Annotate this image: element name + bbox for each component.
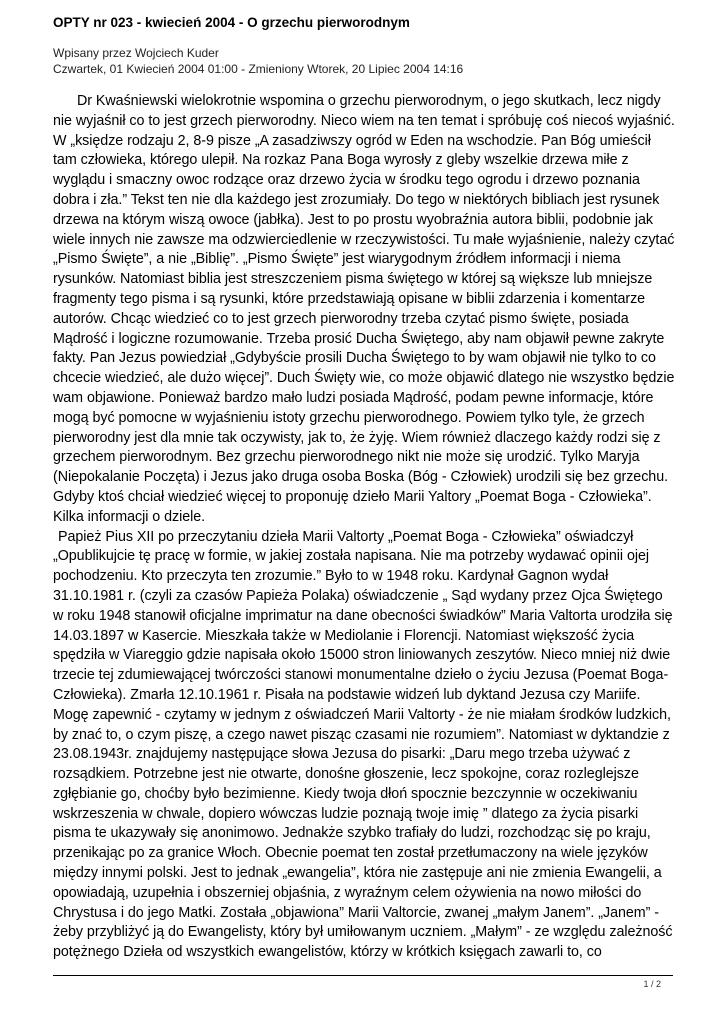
page-indicator: 1 / 2 bbox=[643, 979, 661, 989]
paragraph-2: Papież Pius XII po przeczytaniu dzieła Marii Valtorty „Poemat Boga - Człowieka” oświadczył „Opublikujcie tę pracę w formie, w jakiej została napisana. Nie ma potrzeby wydawać opinii ojej pochodzeniu. Kto przeczyta ten zrozumie.” Było to w 1948 roku. Kardynał Gagnon wydał 31.10.1981 r. (czyli za czasów Papieża Polaka) oświadczenie „ Sąd wydany przez Ojca Świętego w roku 1948 stanowił oficjalne imprimatur na dane obecności świadków” Maria Valtorta urodziła się 14.03.1897 w Kasercie. Mieszkała także w Mediolanie i Florencji. Natomiast większość życia spędziła w Viareggio gdzie napisała około 15000 stron liniowanych zeszytów. Nieco mniej niż dwie trzecie tej zdumiewającej twórczości stanowi monumentalne dzieło o życiu Jezusa (Poemat Boga-Człowieka). Zmarła 12.10.1961 r. Pisała na podstawie widzeń lub dyktand Jezusa czy Mariife. Mogę zapewnić - czytamy w jednym z oświadczeń Marii Valtorty - że nie miałam środków ludzkich, by znać to, o czym piszę, a czego nawet pisząc czasami nie rozumiem”. Natomiast w dyktandzie z 23.08.1943r. znajdujemy następujące słowa Jezusa do pisarki: „Daru mego trzeba używać z rozsądkiem. Potrzebne jest nie otwarte, donośne głoszenie, lecz spokojne, coraz rozleglejsze zgłębianie go, choćby było bezimienne. Kiedy twoja dłoń spocznie bezczynnie w oczekiwaniu wskrzeszenia w chwale, dopiero wówczas ludzie poznają twoje imię ” dlatego za życia pisarki pisma te ukazywały się anonimowo. Jednakże szybko trafiały do ludzi, rozchodząc się po kraju, przenikając po za granice Włoch. Obecnie poemat ten został przetłumaczony na wiele języków między innymi polski. Jest to jednak „ewangelia”, która nie zastępuje ani nie zmienia Ewangelii, a opowiadają, uzupełnia i obszerniej objaśnia, z wyraźnym celem ożywienia na nowo miłości do Chrystusa i do jego Matki. Została „objawiona” Marii Valtorcie, zwanej „małym Janem”. „Janem” - żeby przybliżyć ją do Ewangelisty, który był umiłowanym uczniem. „Małym” - ze względu zależność potężnego Dzieła od wszystkich ewangelistów, którzy w krótkich księgach zawarli to, co bbox=[53, 528, 673, 961]
article-title: OPTY nr 023 - kwiecień 2004 - O grzechu pierworodnym bbox=[53, 15, 410, 30]
article-meta bbox=[53, 45, 675, 77]
date-line: Czwartek, 01 Kwiecień 2004 01:00 - Zmieniony Wtorek, 20 Lipiec 2004 14:16 bbox=[53, 62, 464, 76]
author-line: Wpisany przez Wojciech Kuder bbox=[53, 46, 219, 60]
footer-divider bbox=[53, 975, 673, 976]
paragraph-1: Dr Kwaśniewski wielokrotnie wspomina o grzechu pierworodnym, o jego skutkach, lecz nigdy nie wyjaśnił co to jest grzech pierworodny. Nieco wiem na ten temat i spróbuję coś niecoś wyjaśnić. W „księdze rodzaju 2, 8-9 pisze „A zasadziwszy ogród w Eden na wschodzie. Pan Bóg umieścił tam człowieka, którego ulepił. Na rozkaz Pana Boga wyrosły z gleby wszelkie drzewa miłe z wyglądu i smaczny owoc rodzące oraz drzewo życia w środku tego ogrodu i drzewo poznania dobra i zła.” Tekst ten nie dla każdego jest zrozumiały. Do tego w niektórych bibliach jest rysunek drzewa na którym wiszą owoce (jabłka). Jest to po prostu wyobraźnia autora biblii, podobnie jak wiele innych nie zawsze ma odzwierciedlenie w rzeczywistości. Tu małe wyjaśnienie, należy czytać „Pismo Święte”, a nie „Biblię”. „Pismo Święte” jest wiarygodnym źródłem informacji i niema rysunków. Natomiast biblia jest streszczeniem pisma świętego w której są większe lub mniejsze fragmenty tego pisma i są rysunki, które przedstawiają opisane w biblii zdarzenia i komentarze autorów. Chcąc wiedzieć co to jest grzech pierworodny trzeba czytać pismo święte, posiada Mądrość i logiczne rozumowanie. Trzeba prosić Ducha Świętego, aby nam objawił pewne zakryte fakty. Pan Jezus powiedział „Gdybyście prosili Ducha Świętego to by wam objawił nie tylko to co chcecie wiedzieć, ale dużo więcej”. Duch Święty wie, co może objawić dlatego nie wszystko będzie wam objawione. Ponieważ bardzo mało ludzi posiada Mądrość, podam pewne informacje, które mogą być pomocne w wyjaśnieniu istoty grzechu pierworodnego. Powiem tylko tyle, że grzech pierworodny jest dla mnie tak oczywisty, jak to, że żyję. Wiem również dlaczego każdy rodzi się z grzechem pierworodnym. Bez grzechu pierworodnego nikt nie może się urodzić. Tylko Maryja (Niepokalanie Poczęta) i Jezus jako druga osoba Boska (Bóg - Człowiek) urodzili się bez grzechu. Gdyby ktoś chciał wiedzieć więcej to proponuję dzieło Marii Yaltory „Poemat Boga - Człowieka”. Kilka informacji o dziele. bbox=[53, 93, 675, 525]
article-body bbox=[53, 92, 675, 963]
